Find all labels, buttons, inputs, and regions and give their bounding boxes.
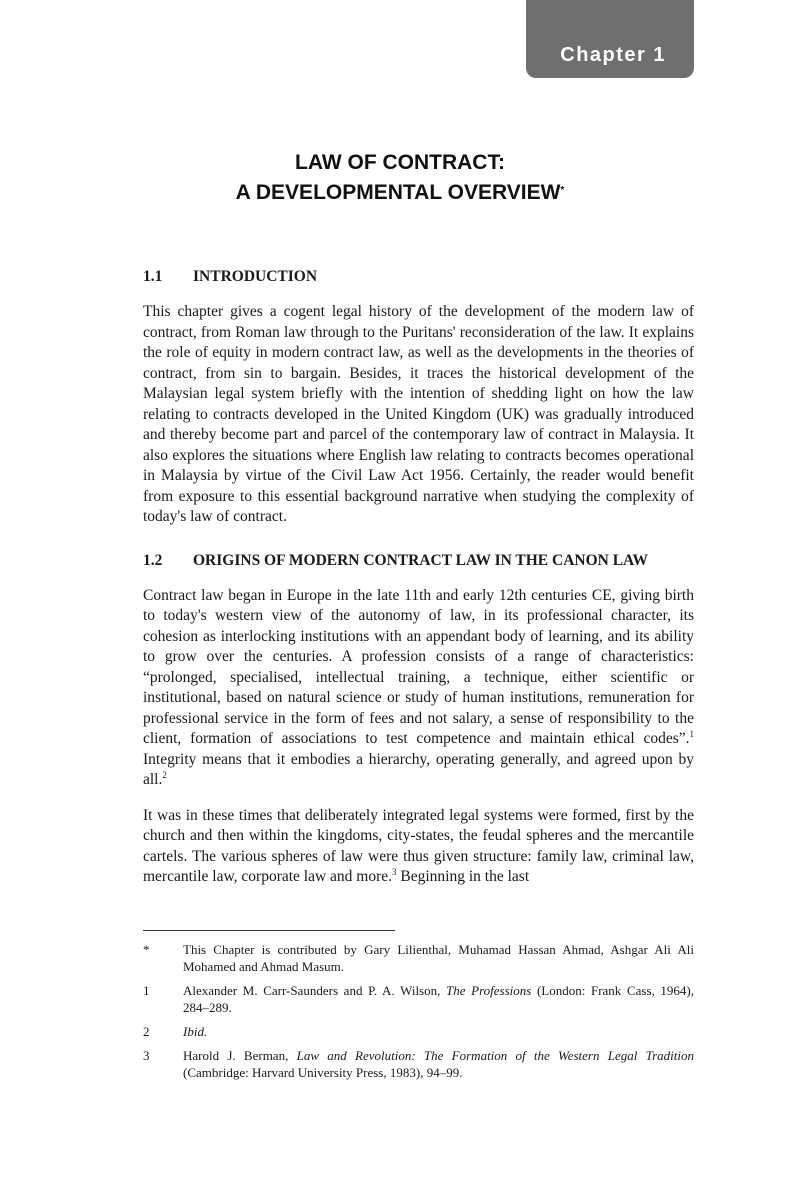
section-title: INTRODUCTION [193, 268, 318, 285]
footnote-ref: 1 [689, 728, 694, 739]
chapter-label: Chapter 1 [560, 44, 666, 66]
footnote [143, 941, 694, 975]
footnote-text: Ibid. [183, 1024, 208, 1039]
footnote [143, 1023, 694, 1040]
chapter-tab [526, 0, 694, 78]
footnote-mark: 2 [143, 1024, 150, 1039]
paragraph-introduction: This chapter gives a cogent legal history of the development of the modern law of contract, from Roman law through to the Puritans' reconsideration of the law. It explains the role of equity in modern contract law, as well as the developments in the theories of contract, from sin to bargain. Besides, it traces the historical development of the Malaysian legal system briefly with the intention of shedding light on how the law relating to contracts developed in the United Kingdom (UK) was gradually introduced and thereby become part and parcel of the contemporary law of contract in Malaysia. It also explores the situations where English law relating to contracts becomes operational in Malaysia by virtue of the Civil Law Act 1956. Certainly, the reader would benefit from exposure to this essential background narrative when studying the complexity of today's law of contract. [143, 303, 694, 525]
footnote [143, 1047, 694, 1081]
footnote-ref: 3 [392, 866, 397, 877]
section-number: 1.1 [143, 268, 163, 285]
footnote-ref: 2 [162, 769, 167, 780]
footnote-mark: * [143, 942, 150, 957]
footnotes [143, 941, 694, 1088]
chapter-title [0, 148, 800, 208]
footnote-text: Harold J. Berman, Law and Revolution: The Formation of the Western Legal Tradition (Cambridge: Harvard University Press, 1983), 94–99. [183, 1048, 695, 1080]
footnote-text: This Chapter is contributed by Gary Lilienthal, Muhamad Hassan Ahmad, Ashgar Ali Ali Mohamed and Ahmad Masum. [183, 942, 694, 974]
footnote-text: Alexander M. Carr-Saunders and P. A. Wilson, The Professions (London: Frank Cass, 1964), 284–289. [183, 983, 694, 1015]
main-text [143, 266, 694, 888]
section-title: ORIGINS OF MODERN CONTRACT LAW IN THE CANON LAW [193, 551, 649, 569]
paragraph-origins-1: Contract law began in Europe in the late 11th and early 12th centuries CE, giving birth to today's western view of the autonomy of law, in its professional character, its cohesion as interlocking institutions with an appendant body of learning, and its ability to grow over the centuries. A profession consists of a range of characteristics: “prolonged, specialised, intellectual training, a technique, either scientific or institutional, based on natural science or study of human institutions, remuneration for professional service in the form of fees and not salary, a sense of responsibility to the client, formation of associations to test competence and maintain ethical codes”.$^1$ Integrity means that it embodies a hierarchy, operating generally, and agreed upon by all.$^2$ [143, 586, 694, 788]
title-footnote-mark: * [560, 185, 565, 196]
footnote-mark: 1 [143, 983, 150, 998]
footnote [143, 982, 694, 1016]
footnote-mark: 3 [143, 1048, 150, 1063]
title-line-1: LAW OF CONTRACT: [295, 151, 505, 174]
section-number: 1.2 [143, 551, 163, 569]
title-line-2: A DEVELOPMENTAL OVERVIEW* [235, 181, 565, 204]
footnote-divider [143, 930, 395, 931]
section-heading-1-2 [143, 550, 694, 572]
section-heading-1-1 [143, 266, 694, 288]
paragraph-origins-2: It was in these times that deliberately integrated legal systems were formed, first by the church and then within the kingdoms, city-states, the feudal spheres and the mercantile cartels. The various spheres of law were thus given structure: family law, criminal law, mercantile law, corporate law and more.$^3$ Beginning in the last [143, 806, 694, 885]
